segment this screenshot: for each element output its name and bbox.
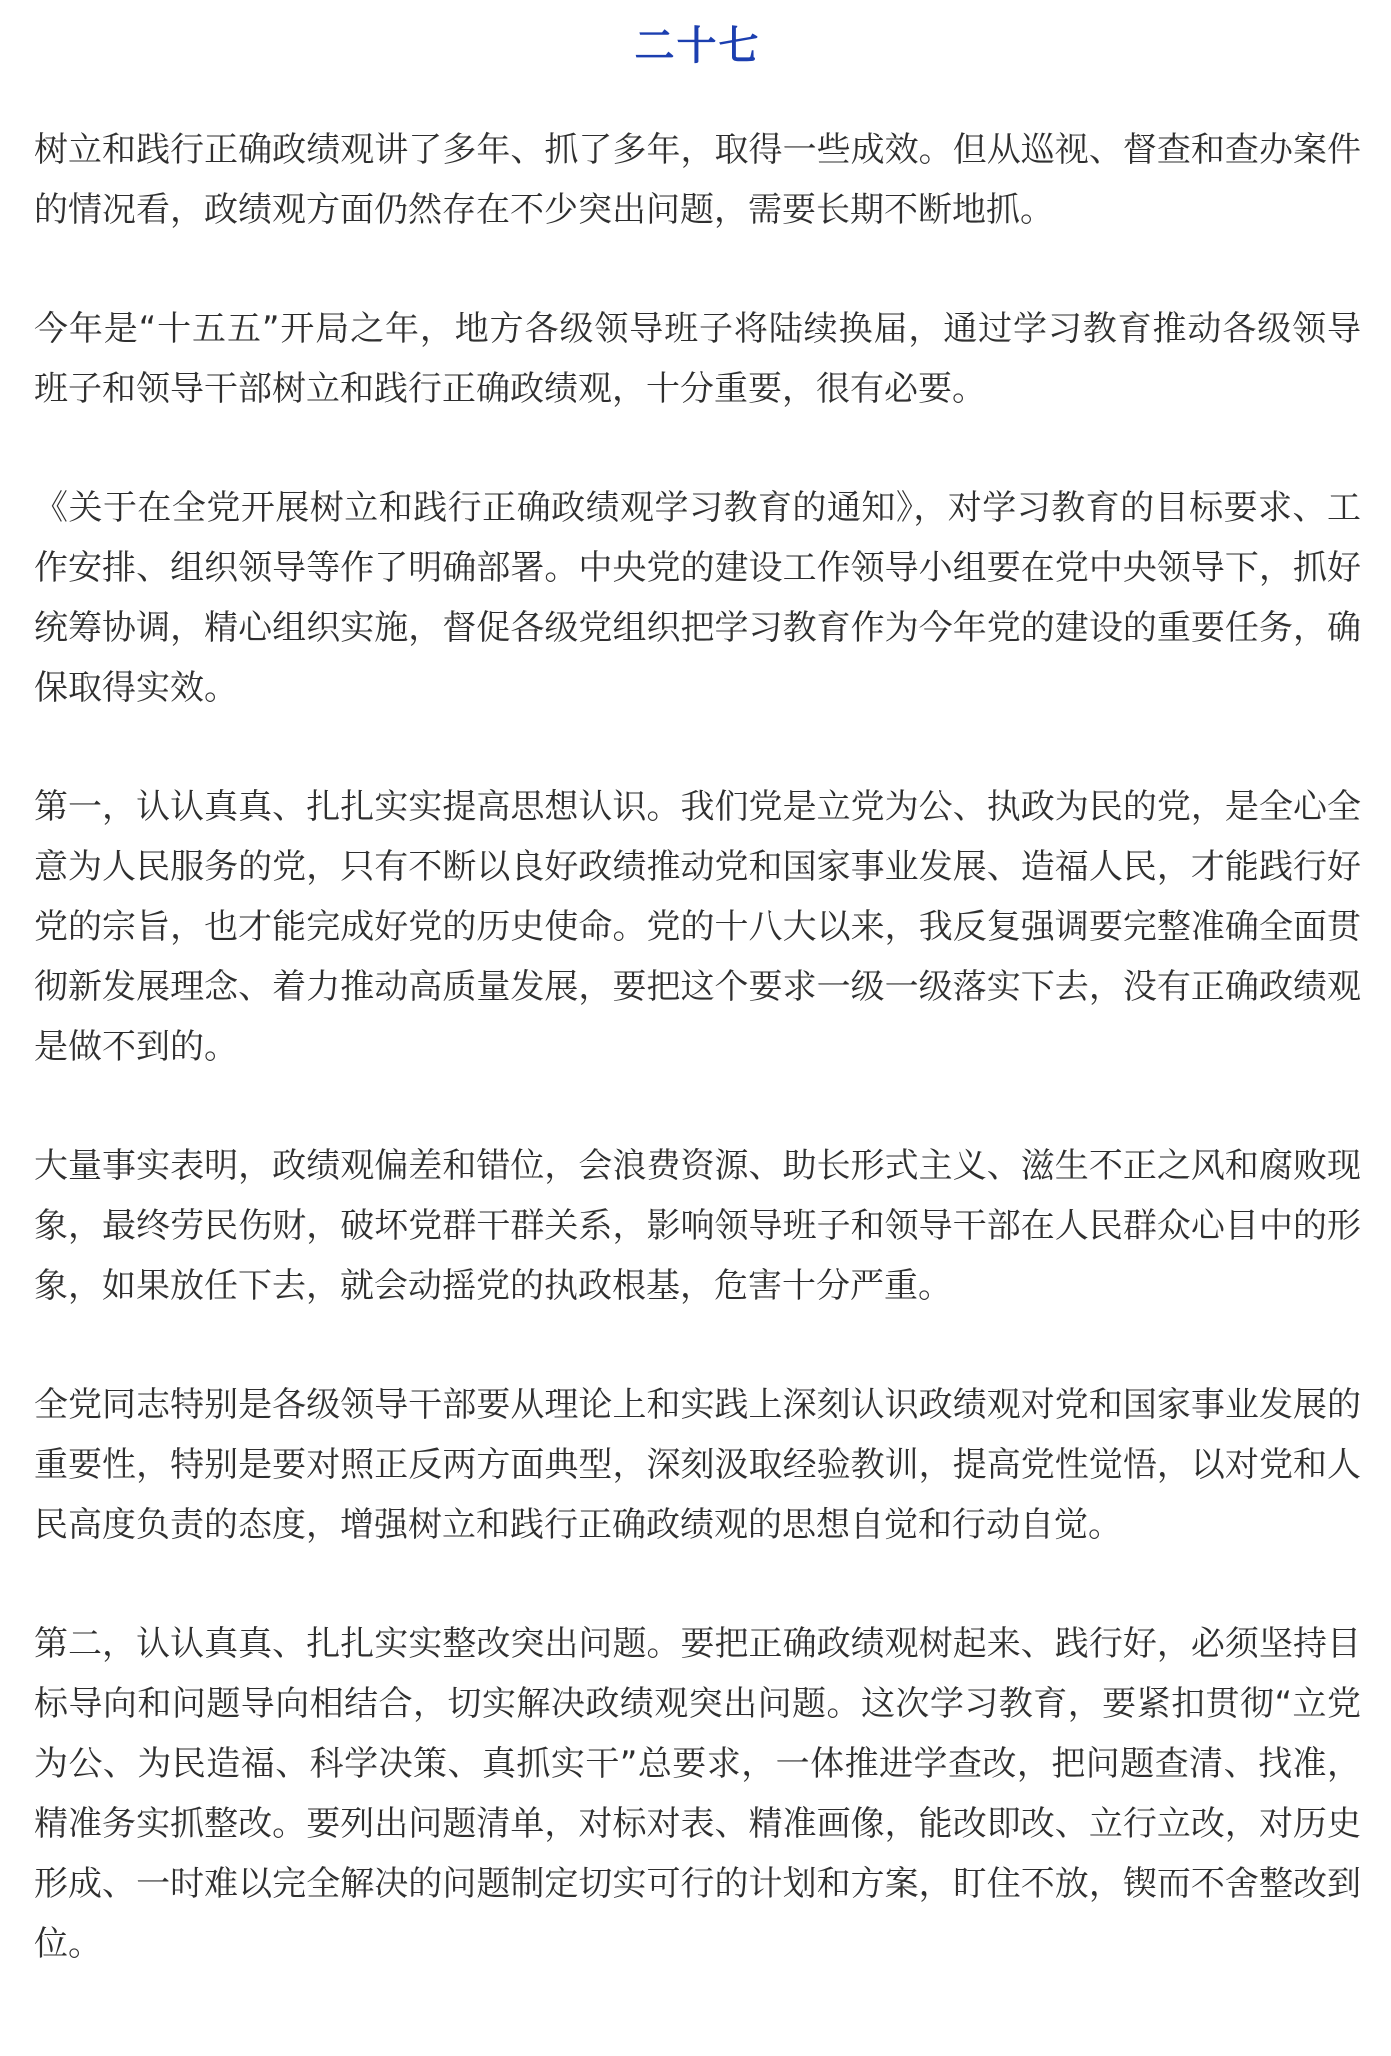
- paragraph-2: 今年是“十五五”开局之年，地方各级领导班子将陆续换届，通过学习教育推动各级领导班子和领导干部树立和践行正确政绩观，十分重要，很有必要。: [34, 309, 1361, 409]
- paragraph-4: 第一，认认真真、扎扎实实提高思想认识。我们党是立党为公、执政为民的党，是全心全意为人民服务的党，只有不断以良好政绩推动党和国家事业发展、造福人民，才能践行好党的宗旨，也才能完成好党的历史使命。党的十八大以来，我反复强调要完整准确全面贯彻新发展理念、着力推动高质量发展，要把这个要求一级一级落实下去，没有正确政绩观是做不到的。: [34, 787, 1361, 1067]
- paragraph-5: 大量事实表明，政绩观偏差和错位，会浪费资源、助长形式主义、滋生不正之风和腐败现象，最终劳民伤财，破坏党群干群关系，影响领导班子和领导干部在人民群众心目中的形象，如果放任下去，就会动摇党的执政根基，危害十分严重。: [34, 1146, 1361, 1306]
- paragraph-1: 树立和践行正确政绩观讲了多年、抓了多年，取得一些成效。但从巡视、督查和查办案件的情况看，政绩观方面仍然存在不少突出问题，需要长期不断地抓。: [34, 130, 1361, 230]
- paragraph-7: 第二，认认真真、扎扎实实整改突出问题。要把正确政绩观树起来、践行好，必须坚持目标导向和问题导向相结合，切实解决政绩观突出问题。这次学习教育，要紧扣贯彻“立党为公、为民造福、科学决策、真抓实干”总要求，一体推进学查改，把问题查清、找准，精准务实抓整改。要列出问题清单，对标对表、精准画像，能改即改、立行立改，对历史形成、一时难以完全解决的问题制定切实可行的计划和方案，盯住不放，锲而不舍整改到位。: [34, 1624, 1361, 1964]
- paragraph-3: 《关于在全党开展树立和践行正确政绩观学习教育的通知》，对学习教育的目标要求、工作安排、组织领导等作了明确部署。中央党的建设工作领导小组要在党中央领导下，抓好统筹协调，精心组织实施，督促各级党组织把学习教育作为今年党的建设的重要任务，确保取得实效。: [34, 488, 1361, 708]
- paragraph-6: 全党同志特别是各级领导干部要从理论上和实践上深刻认识政绩观对党和国家事业发展的重要性，特别是要对照正反两方面典型，深刻汲取经验教训，提高党性觉悟，以对党和人民高度负责的态度，增强树立和践行正确政绩观的思想自觉和行动自觉。: [34, 1385, 1361, 1545]
- article-title: 二十七: [634, 23, 761, 69]
